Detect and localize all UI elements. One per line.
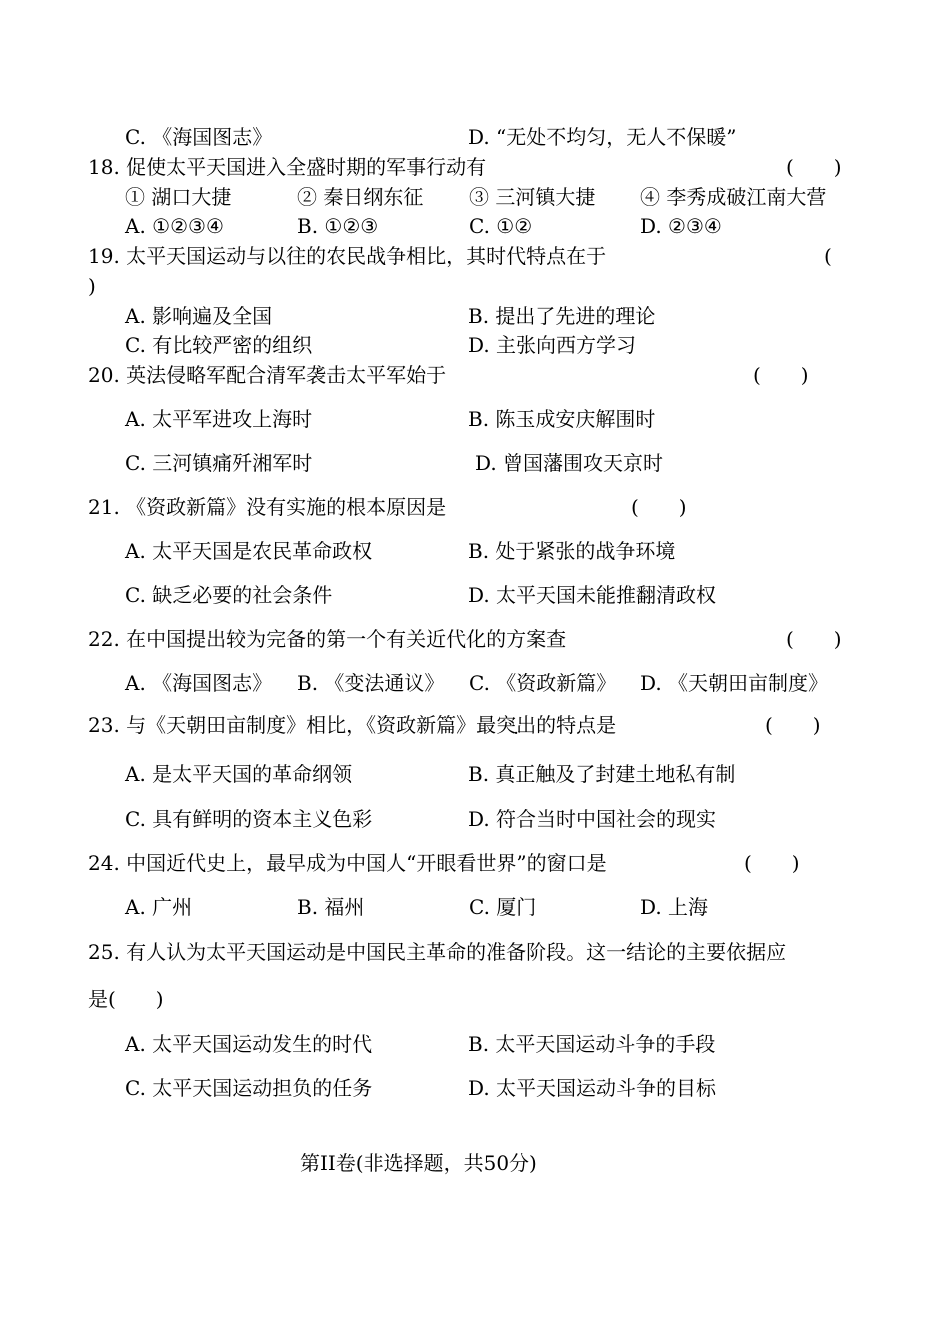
q25-option-b: B. 太平天国运动斗争的手段 [468, 1032, 716, 1056]
q25-option-d: D. 太平天国运动斗争的目标 [468, 1076, 717, 1100]
q18-item-2: ② 秦日纲东征 [297, 185, 424, 209]
q24-option-b: B. 福州 [297, 895, 365, 919]
q23-answer-bracket: ( ) [765, 713, 821, 737]
q21-option-b: B. 处于紧张的战争环境 [468, 539, 676, 563]
q25-option-c: C. 太平天国运动担负的任务 [125, 1076, 373, 1100]
q25-stem-line2: 是( ) [88, 987, 164, 1011]
q23-stem [88, 713, 616, 737]
q19-option-a: A. 影响遍及全国 [125, 304, 273, 328]
q24-option-a: A. 广州 [125, 895, 193, 919]
q23-stem-suffix: 的特点是 [536, 713, 617, 737]
q24-option-d: D. 上海 [640, 895, 709, 919]
q20-option-d: D. 曾国藩围攻天京时 [475, 451, 664, 475]
q22-option-a: A. 《海国图志》 [125, 671, 273, 695]
q18-item-3: ③ 三河镇大捷 [469, 185, 596, 209]
q23-option-b: B. 真正触及了封建土地私有制 [468, 762, 736, 786]
q19-option-b: B. 提出了先进的理论 [468, 304, 656, 328]
q23-option-d: D. 符合当时中国社会的现实 [468, 807, 717, 831]
q18-stem: 18. 促使太平天国进入全盛时期的军事行动有 [88, 155, 487, 179]
q21-option-a: A. 太平天国是农民革命政权 [125, 539, 373, 563]
q20-answer-bracket: ( ) [753, 363, 809, 387]
q19-option-d: D. 主张向西方学习 [468, 333, 637, 357]
q18-option-d: D. ②③④ [640, 214, 722, 238]
q19-bracket-open: ( [824, 244, 832, 268]
q22-option-c: C. 《资政新篇》 [469, 671, 617, 695]
q24-answer-bracket: ( ) [744, 851, 800, 875]
q18-answer-bracket: ( ) [786, 155, 842, 179]
q18-option-c: C. ①② [469, 214, 533, 238]
q20-option-a: A. 太平军进攻上海时 [125, 407, 313, 431]
q21-option-c: C. 缺乏必要的社会条件 [125, 583, 333, 607]
q17-option-c: C. 《海国图志》 [125, 125, 273, 149]
q19-bracket-close: ) [88, 274, 96, 298]
q22-answer-bracket: ( ) [786, 627, 842, 651]
q22-stem: 22. 在中国提出较为完备的第一个有关近代化的方案查 [88, 627, 567, 651]
q23-stem-emphasis: 突出 [496, 713, 537, 737]
q24-stem: 24. 中国近代史上，最早成为中国人“开眼看世界”的窗口是 [88, 851, 607, 875]
q19-stem: 19. 太平天国运动与以往的农民战争相比，其时代特点在于 [88, 244, 607, 268]
q20-option-b: B. 陈玉成安庆解围时 [468, 407, 656, 431]
q21-answer-bracket: ( ) [631, 495, 687, 519]
q25-stem-line1: 25. 有人认为太平天国运动是中国民主革命的准备阶段。这一结论的主要依据应 [88, 940, 787, 964]
q25-option-a: A. 太平天国运动发生的时代 [125, 1032, 373, 1056]
q21-option-d: D. 太平天国未能推翻清政权 [468, 583, 717, 607]
q18-item-4: ④ 李秀成破江南大营 [640, 185, 827, 209]
q23-option-a: A. 是太平天国的革命纲领 [125, 762, 353, 786]
q22-option-b: B. 《变法通议》 [297, 671, 445, 695]
q18-option-a: A. ①②③④ [125, 214, 224, 238]
q23-option-c: C. 具有鲜明的资本主义色彩 [125, 807, 373, 831]
q18-option-b: B. ①②③ [297, 214, 379, 238]
q20-stem: 20. 英法侵略军配合清军袭击太平军始于 [88, 363, 447, 387]
section-ii-title: 第II卷(非选择题，共50分) [300, 1151, 537, 1175]
q20-option-c: C. 三河镇痛歼湘军时 [125, 451, 313, 475]
q22-option-d: D. 《天朝田亩制度》 [640, 671, 829, 695]
q19-option-c: C. 有比较严密的组织 [125, 333, 313, 357]
q21-stem: 21. 《资政新篇》没有实施的根本原因是 [88, 495, 447, 519]
q18-item-1: ① 湖口大捷 [125, 185, 232, 209]
q17-option-d: D. “无处不均匀，无人不保暖” [468, 125, 737, 149]
q24-option-c: C. 厦门 [469, 895, 537, 919]
q23-stem-prefix: 23. 与《天朝田亩制度》相比，《资政新篇》最 [88, 713, 497, 737]
